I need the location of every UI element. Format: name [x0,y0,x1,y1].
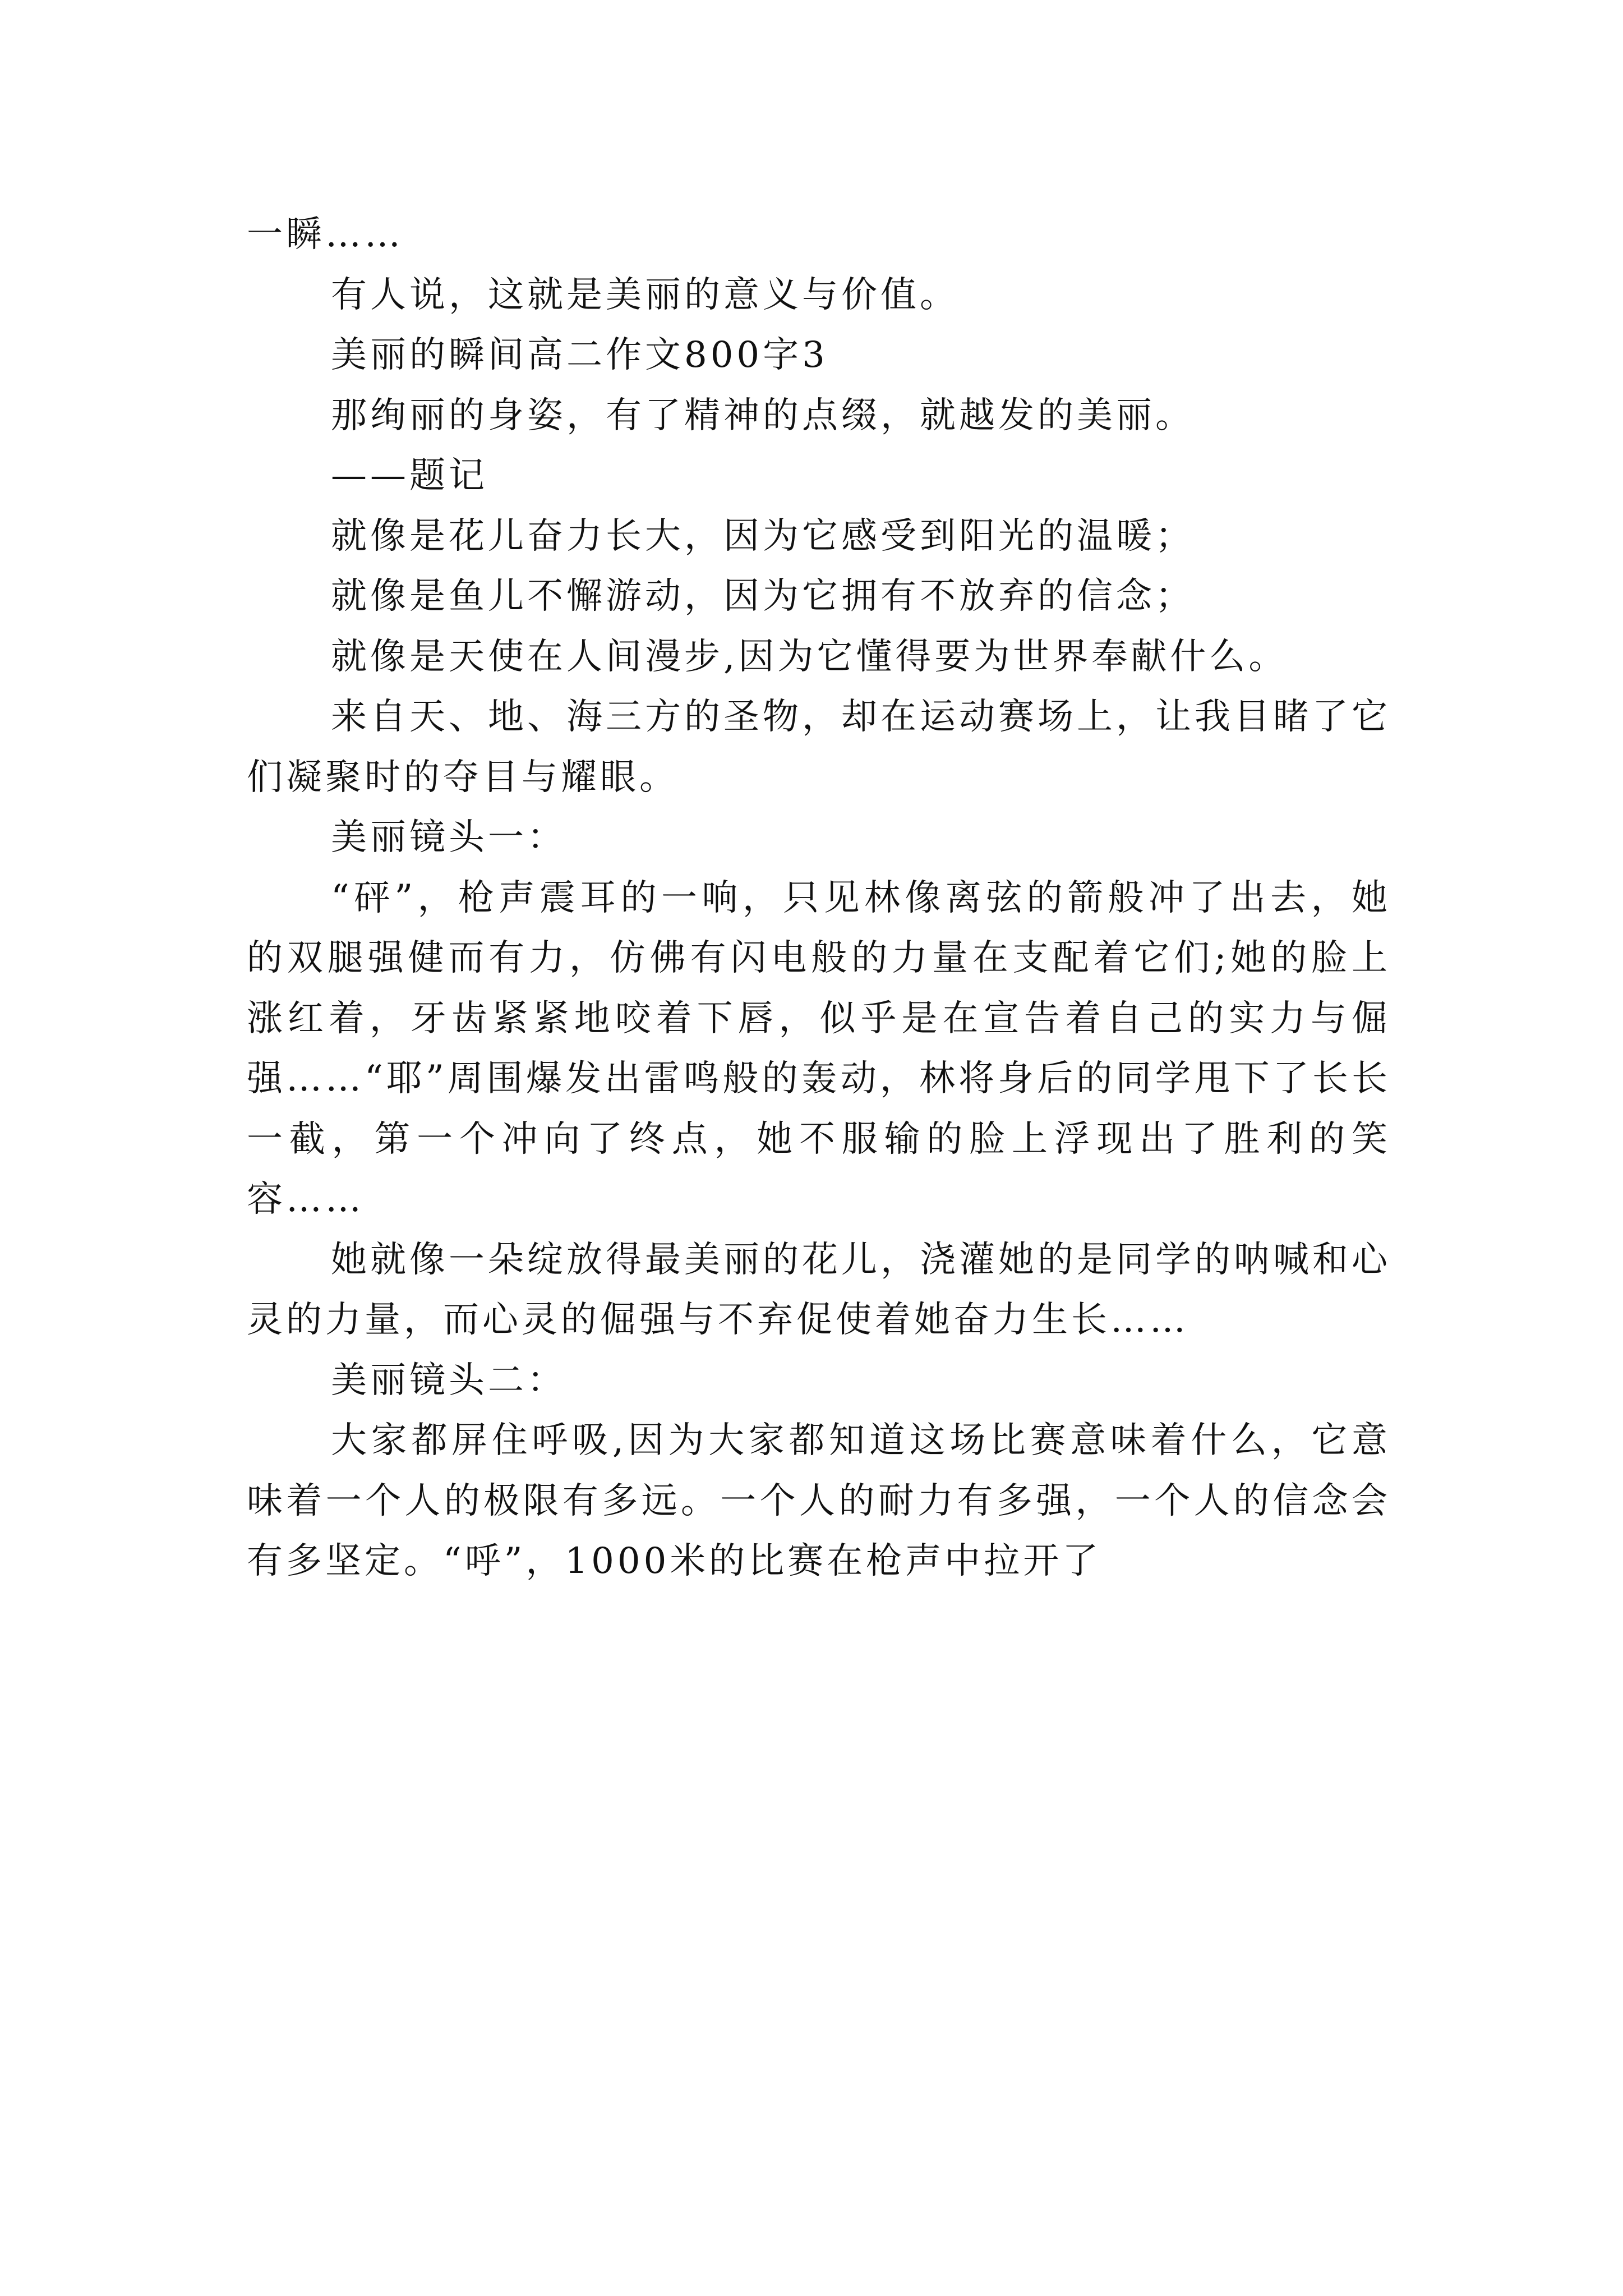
epigraph-attribution: ——题记 [331,455,488,496]
section-heading: 美丽镜头一： [331,817,566,858]
section-heading: 美丽镜头二： [331,1359,566,1401]
paragraph: 就像是天使在人间漫步,因为它懂得要为世界奉献什么。 [331,636,1288,678]
paragraph: 那绚丽的身姿，有了精神的点缀，就越发的美丽。 [331,394,1195,436]
document-body [247,205,1391,1592]
paragraph: 她就像一朵绽放得最美丽的花儿，浇灌她的是同学的呐喊和心灵的力量，而心灵的倔强与不弃促使着她奋力生长…… [247,1239,1391,1341]
paragraph: 大家都屏住呼吸,因为大家都知道这场比赛意味着什么，它意味着一个人的极限有多远。一个人的耐力有多强，一个人的信念会有多坚定。“呼”，1000米的比赛在枪声中拉开了 [247,1420,1391,1582]
paragraph: 就像是花儿奋力长大，因为它感受到阳光的温暖； [331,515,1195,557]
paragraph-continuation: 一瞬…… [247,214,404,255]
paragraph: “砰”，枪声震耳的一响，只见林像离弦的箭般冲了出去，她的双腿强健而有力，仿佛有闪电般的力量在支配着它们;她的脸上涨红着，牙齿紧紧地咬着下唇，似乎是在宣告着自己的实力与倔强……“耶”周围爆发出雷鸣般的轰动，林将身后的同学甩下了长长一截，第一个冲向了终点，她不服输的脸上浮现出了胜利的笑容…… [247,877,1391,1220]
essay-title: 美丽的瞬间高二作文800字3 [331,334,828,376]
paragraph: 有人说，这就是美丽的意义与价值。 [331,274,959,316]
paragraph: 来自天、地、海三方的圣物，却在运动赛场上，让我目睹了它们凝聚时的夺目与耀眼。 [247,696,1391,798]
paragraph: 就像是鱼儿不懈游动，因为它拥有不放弃的信念； [331,576,1195,617]
